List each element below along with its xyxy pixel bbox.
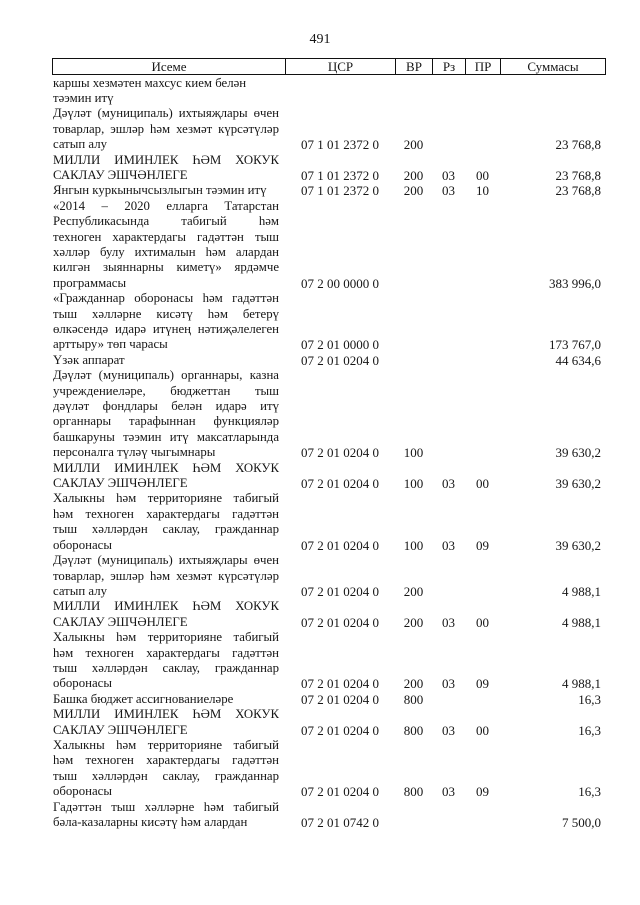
- row-name-line: учреждениеләре, бюджеттан тыш: [53, 383, 279, 398]
- row-vr: 200: [403, 676, 424, 692]
- row-name: [52, 183, 285, 198]
- row-name-line: МИЛЛИ ИМИНЛЕК ҺӘМ ХОКУК: [53, 460, 279, 475]
- row-csr: 07 2 01 0204 0: [301, 614, 379, 630]
- row-name-line: өлкәсендә идарә итүнең нәтиҗәлелеген: [53, 322, 279, 336]
- row-name-line: персоналга түләү чыгымнары: [53, 445, 216, 460]
- row-name-line: һәм техноген характердагы гадәттән: [53, 753, 279, 768]
- row-rz: 03: [442, 784, 455, 800]
- row-name-line: килгән зыяннарны киметү» ярдәмче: [53, 260, 279, 275]
- table-row: [52, 353, 606, 368]
- row-name-line: тыш хәлләрдән саклау, гражданнар: [53, 660, 279, 675]
- table-row: [52, 738, 606, 800]
- row-name-line: Башка бюджет ассигнованиеләре: [53, 691, 234, 706]
- row-name-line: оборонасы: [53, 784, 112, 799]
- row-name-line: һәм техноген характердагы гадәттән: [53, 506, 279, 521]
- row-name-line: арттыру» төп чарасы: [53, 337, 168, 352]
- row-name-line: Гадәттән тыш хәлләрне һәм табигый: [53, 799, 279, 814]
- row-csr: 07 2 01 0204 0: [301, 784, 379, 800]
- row-name-line: органнары тарафыннан функцияләр: [53, 414, 279, 429]
- row-name-line: хәлләр булу ихтималын һәм алардан: [53, 244, 279, 259]
- table-row: [52, 630, 606, 692]
- row-vr: 200: [403, 183, 424, 199]
- row-csr: 07 2 01 0204 0: [301, 722, 379, 738]
- row-rz: 03: [442, 614, 455, 630]
- row-name-line: САКЛАУ ЭШЧӘНЛЕГЕ: [53, 167, 188, 182]
- row-vr: 200: [403, 137, 424, 153]
- row-rz: 03: [442, 183, 455, 199]
- row-vr: 800: [403, 722, 424, 738]
- row-name: [52, 630, 285, 692]
- row-sum: 383 996,0: [549, 275, 601, 291]
- row-csr: 07 2 01 0204 0: [301, 537, 379, 553]
- row-name: [52, 106, 285, 152]
- row-csr: 07 2 01 0204 0: [301, 676, 379, 692]
- row-sum: 4 988,1: [562, 676, 601, 692]
- table-row: [52, 800, 606, 831]
- row-sum: 4 988,1: [562, 583, 601, 599]
- row-sum: 23 768,8: [555, 137, 601, 153]
- row-sum: 7 500,0: [562, 815, 601, 830]
- row-vr: 100: [403, 445, 424, 461]
- row-pr: 09: [476, 784, 489, 800]
- row-name-line: тыш хәлләрдән саклау, гражданнар: [53, 522, 279, 537]
- row-name-line: тыш хәлләрдән саклау, гражданнар: [53, 768, 279, 783]
- row-name-line: Республикасында табигый һәм: [53, 214, 279, 229]
- row-name-line: оборонасы: [53, 676, 112, 691]
- row-sum: 23 768,8: [555, 183, 601, 199]
- table-row: [52, 183, 606, 198]
- table-row: [52, 153, 606, 184]
- row-csr: 07 2 01 0204 0: [301, 583, 379, 599]
- row-name-line: каршы хезмәтен махсус кием белән: [53, 75, 247, 90]
- row-sum: 23 768,8: [555, 167, 601, 183]
- row-name-line: САКЛАУ ЭШЧӘНЛЕГЕ: [53, 476, 188, 491]
- row-sum: 39 630,2: [555, 476, 601, 492]
- table-row: [52, 106, 606, 152]
- row-sum: 16,3: [578, 722, 601, 738]
- header-pr: ПР: [465, 59, 500, 74]
- row-rz: 03: [442, 676, 455, 692]
- row-name-line: Үзәк аппарат: [53, 352, 125, 367]
- row-name-line: САКЛАУ ЭШЧӘНЛЕГЕ: [53, 722, 188, 737]
- row-name-line: Дәүләт (муниципаль) ихтыяҗлары өчен: [53, 106, 279, 121]
- row-name-line: тыш хәлләрне кисәтү һәм бетерү: [53, 306, 279, 321]
- table-row: [52, 553, 606, 599]
- row-sum: 173 767,0: [549, 337, 601, 353]
- row-csr: 07 2 01 0204 0: [301, 352, 379, 368]
- table-row: [52, 76, 606, 107]
- table-header: [52, 58, 606, 75]
- row-name: [52, 738, 285, 800]
- row-sum: 4 988,1: [562, 614, 601, 630]
- row-name: [52, 461, 285, 492]
- row-name: [52, 800, 285, 831]
- row-csr: 07 1 01 2372 0: [301, 167, 379, 183]
- row-name: [52, 707, 285, 738]
- row-vr: 800: [403, 784, 424, 800]
- table-row: [52, 599, 606, 630]
- row-pr: 09: [476, 676, 489, 692]
- row-sum: 16,3: [578, 784, 601, 800]
- row-csr: 07 2 00 0000 0: [301, 275, 379, 291]
- row-rz: 03: [442, 537, 455, 553]
- row-name: [52, 76, 285, 107]
- row-pr: 00: [476, 476, 489, 492]
- table-row: [52, 368, 606, 460]
- row-csr: 07 1 01 2372 0: [301, 183, 379, 199]
- row-name: [52, 553, 285, 599]
- row-name-line: товарлар, эшләр һәм хезмәт күрсәтүләр: [53, 568, 279, 583]
- row-name-line: Халыкны һәм территорияне табигый: [53, 737, 279, 752]
- table-row: [52, 707, 606, 738]
- row-name-line: Халыкны һәм территорияне табигый: [53, 491, 279, 506]
- row-csr: 07 2 01 0204 0: [301, 691, 379, 707]
- row-name: [52, 692, 285, 707]
- row-sum: 39 630,2: [555, 537, 601, 553]
- row-name-line: товарлар, эшләр һәм хезмәт күрсәтүләр: [53, 121, 279, 136]
- row-name-line: МИЛЛИ ИМИНЛЕК ҺӘМ ХОКУК: [53, 707, 279, 722]
- row-name-line: тәэмин итү: [53, 90, 114, 105]
- row-pr: 00: [476, 614, 489, 630]
- table-row: [52, 461, 606, 492]
- row-name-line: дәүләт фондлары белән идарә итү: [53, 399, 279, 414]
- row-vr: 100: [403, 476, 424, 492]
- row-csr: 07 2 01 0000 0: [301, 337, 379, 353]
- row-name-line: Дәүләт (муниципаль) ихтыяҗлары өчен: [53, 553, 279, 568]
- row-csr: 07 2 01 0742 0: [301, 815, 379, 830]
- row-sum: 39 630,2: [555, 445, 601, 461]
- row-name-line: һәм техноген характердагы гадәттән: [53, 645, 279, 660]
- row-pr: 00: [476, 167, 489, 183]
- row-name-line: оборонасы: [53, 537, 112, 552]
- table-row: [52, 491, 606, 553]
- row-name-line: техноген характердагы гадәттән тыш: [53, 229, 279, 244]
- row-rz: 03: [442, 476, 455, 492]
- row-name-line: МИЛЛИ ИМИНЛЕК ҺӘМ ХОКУК: [53, 599, 279, 614]
- row-csr: 07 1 01 2372 0: [301, 137, 379, 153]
- row-name: [52, 153, 285, 184]
- header-csr: ЦСР: [285, 59, 395, 74]
- table-row: [52, 692, 606, 707]
- header-name: Исеме: [52, 59, 285, 74]
- header-vr: ВР: [395, 59, 432, 74]
- row-pr: 09: [476, 537, 489, 553]
- row-name-line: башкаруны тәэмин итү максатларында: [53, 429, 279, 444]
- table-body: [52, 76, 606, 831]
- row-rz: 03: [442, 722, 455, 738]
- row-name: [52, 368, 285, 460]
- row-name-line: сатып алу: [53, 137, 107, 152]
- row-sum: 16,3: [578, 691, 601, 707]
- row-name-line: сатып алу: [53, 583, 107, 598]
- row-name: [52, 291, 285, 353]
- row-vr: 100: [403, 537, 424, 553]
- table-row: [52, 291, 606, 353]
- row-vr: 200: [403, 614, 424, 630]
- row-name-line: бәла-казаларны кисәтү һәм алардан: [53, 815, 248, 829]
- row-pr: 00: [476, 722, 489, 738]
- row-name: [52, 491, 285, 553]
- row-name-line: МИЛЛИ ИМИНЛЕК ҺӘМ ХОКУК: [53, 152, 279, 167]
- header-sum: Суммасы: [500, 59, 606, 74]
- row-csr: 07 2 01 0204 0: [301, 476, 379, 492]
- table-row: [52, 199, 606, 291]
- row-name-line: «Гражданнар оборонасы һәм гадәттән: [53, 291, 279, 306]
- row-name-line: Дәүләт (муниципаль) органнары, казна: [53, 368, 279, 383]
- row-vr: 800: [403, 691, 424, 707]
- row-csr: 07 2 01 0204 0: [301, 445, 379, 461]
- row-vr: 200: [403, 167, 424, 183]
- row-name-line: Янгын куркынычсызлыгын тәэмин итү: [53, 183, 267, 198]
- row-name: [52, 599, 285, 630]
- row-name: [52, 199, 285, 291]
- row-name: [52, 353, 285, 368]
- row-pr: 10: [476, 183, 489, 199]
- row-name-line: Халыкны һәм территорияне табигый: [53, 630, 279, 645]
- page-number: 491: [309, 32, 331, 47]
- row-vr: 200: [403, 583, 424, 599]
- row-sum: 44 634,6: [555, 352, 601, 368]
- row-rz: 03: [442, 167, 455, 183]
- row-name-line: «2014 – 2020 елларга Татарстан: [53, 198, 279, 213]
- header-rz: Рз: [432, 59, 465, 74]
- row-name-line: программасы: [53, 275, 127, 290]
- row-name-line: САКЛАУ ЭШЧӘНЛЕГЕ: [53, 614, 188, 629]
